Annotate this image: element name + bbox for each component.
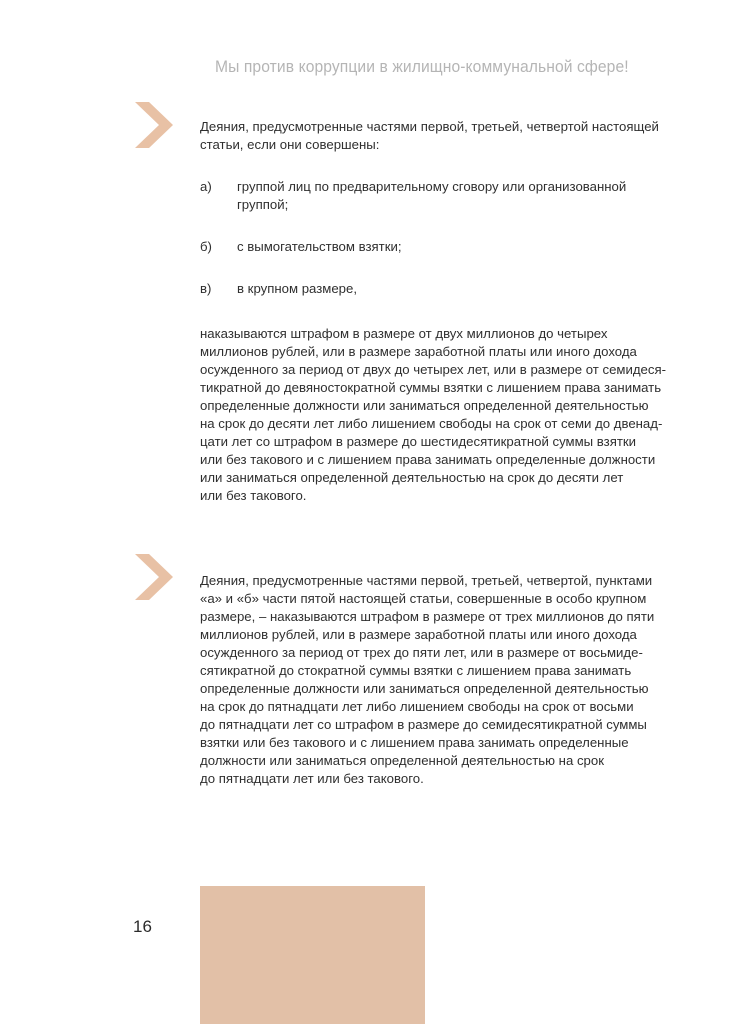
chevron-shape [135,554,173,600]
text-line: тикратной до девяностократной суммы взятки с лишением права занимать [200,380,662,395]
list-item-text [237,238,637,256]
text-line: «а» и «б» части пятой настоящей статьи, совершенные в особо крупном [200,591,647,606]
list-marker: в) [200,281,212,296]
chevron-right-icon [135,102,173,148]
text-line: осужденного за период от трех до пяти лет, или в размере от восьмиде- [200,645,643,660]
list-item-text [237,178,637,214]
text-line: на срок до десяти лет либо лишением свободы на срок от семи до двенад- [200,416,663,431]
text-line: на срок до пятнадцати лет либо лишением свободы на срок от восьми [200,699,634,714]
text-line: определенные должности или заниматься определенной деятельностью [200,681,649,696]
text-line: Деяния, предусмотренные частями первой, третьей, четвертой настоящей [200,119,659,134]
list-marker: а) [200,179,212,194]
section-1-penalty [200,325,667,505]
chevron-right-icon [135,554,173,600]
text-line: или без такового. [200,488,307,503]
text-line: до пятнадцати лет или без такового. [200,771,424,786]
text-line: Деяния, предусмотренные частями первой, третьей, четвертой, пунктами [200,573,653,588]
text-line: группой лиц по предварительному сговору или организованной [237,179,627,194]
text-line: группой; [237,197,289,212]
text-line: миллионов рублей, или в размере заработной платы или иного дохода [200,627,637,642]
text-line: сятикратной до стократной суммы взятки с лишением права занимать [200,663,632,678]
text-line: до пятнадцати лет со штрафом в размере до семидесятикратной суммы [200,717,647,732]
text-line: определенные должности или заниматься определенной деятельностью [200,398,649,413]
section-1-intro [200,118,659,154]
page-number: 16 [133,917,152,936]
text-line: цати лет со штрафом в размере до шестидесятикратной суммы взятки [200,434,637,449]
text-line: или заниматься определенной деятельностью на срок до десяти лет [200,470,624,485]
list-item-text [237,280,637,298]
page-header-title: Мы против коррупции в жилищно-коммунальной сфере! [215,57,629,76]
text-line: взятки или без такового и с лишением права занимать определенные [200,735,629,750]
decorative-color-block [200,886,425,1024]
text-line: должности или заниматься определенной деятельностью на срок [200,753,604,768]
text-line: с вымогательством взятки; [237,239,402,254]
text-line: наказываются штрафом в размере от двух миллионов до четырех [200,326,608,341]
text-line: в крупном размере, [237,281,358,296]
text-line: или без такового и с лишением права занимать определенные должности [200,452,656,467]
text-line: статьи, если они совершены: [200,137,380,152]
section-2-paragraph [200,572,655,788]
text-line: размере, – наказываются штрафом в размере от трех миллионов до пяти [200,609,655,624]
text-line: осужденного за период от двух до четырех лет, или в размере от семидеся- [200,362,667,377]
chevron-shape [135,102,173,148]
list-marker: б) [200,239,212,254]
text-line: миллионов рублей, или в размере заработной платы или иного дохода [200,344,637,359]
